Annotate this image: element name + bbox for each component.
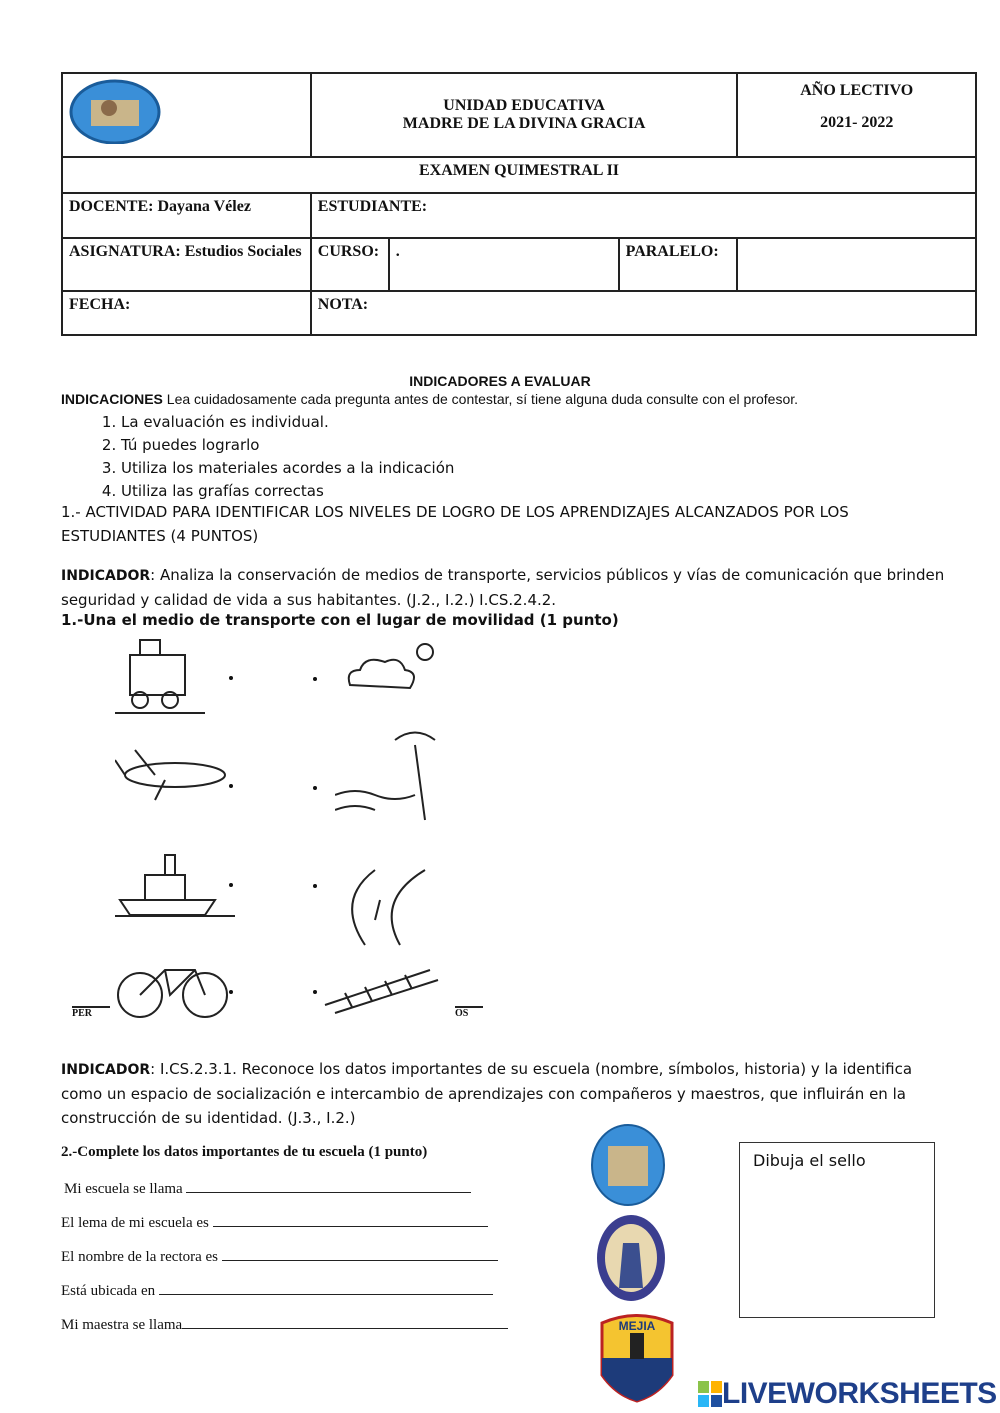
question-1: 1.-Una el medio de transporte con el lugar de movilidad (1 punto) [61, 611, 619, 629]
cutoff-text-left: PER [72, 1006, 110, 1019]
fecha-field[interactable]: FECHA: [62, 291, 311, 335]
indicator-label: INDICADOR [61, 568, 151, 584]
match-dot[interactable] [313, 786, 317, 790]
fill-item [61, 1246, 498, 1266]
paralelo-value[interactable] [737, 238, 976, 291]
airplane-image [115, 745, 235, 805]
stamp-box-label: Dibuja el sello [753, 1151, 866, 1170]
match-dot[interactable] [229, 676, 233, 680]
fill-blank[interactable] [186, 1178, 471, 1193]
year-cell [737, 73, 976, 157]
fill-blank[interactable] [159, 1280, 493, 1295]
docente-field: DOCENTE: Dayana Vélez [62, 193, 311, 238]
curso-value[interactable]: . [389, 238, 619, 291]
rule-item: 4. Utiliza las grafías correctas [121, 480, 454, 503]
instructions [61, 391, 798, 407]
fill-blank[interactable] [213, 1212, 488, 1227]
indicator-1 [61, 563, 951, 612]
curso-label: CURSO: [311, 238, 389, 291]
school-logo-1 [590, 1124, 666, 1206]
sea-image [335, 725, 440, 825]
year-value: 2021- 2022 [820, 114, 894, 131]
instructions-text: Lea cuidadosamente cada pregunta antes de contestar, sí tiene alguna duda consulte con el profesor. [162, 391, 799, 407]
fill-label: Mi maestra se llama [61, 1317, 183, 1333]
fill-item [64, 1178, 471, 1198]
bicycle-image [115, 955, 230, 1025]
indicator-text: : I.CS.2.3.1. Reconoce los datos importantes de su escuela (nombre, símbolos, historia) y la identifica como un espacio de socialización e intercambio de aprendizajes con compañeros y maestros, que influirán en la construcción de su identidad. (J.3., I.2.) [61, 1060, 913, 1127]
question-2: 2.-Complete los datos importantes de tu escuela (1 punto) [61, 1144, 428, 1160]
fill-item [61, 1280, 493, 1300]
school-name-line2: MADRE DE LA DIVINA GRACIA [402, 115, 646, 132]
fill-label: Está ubicada en [61, 1283, 156, 1299]
school-logo-2 [595, 1213, 667, 1303]
match-dot[interactable] [229, 883, 233, 887]
fill-item [61, 1212, 488, 1232]
indicator-2 [61, 1057, 951, 1130]
ship-image [115, 850, 235, 920]
mejia-logo [598, 1313, 676, 1403]
liveworksheets-watermark [698, 1377, 997, 1411]
fill-blank[interactable] [182, 1314, 508, 1329]
year-label: AÑO LECTIVO [800, 82, 914, 99]
match-dot[interactable] [229, 784, 233, 788]
road-image [335, 850, 435, 950]
match-dot[interactable] [229, 990, 233, 994]
mejia-logo-text: MEJIA [618, 1319, 656, 1333]
rule-item: 3. Utiliza los materiales acordes a la indicación [121, 457, 454, 480]
fill-item [61, 1314, 508, 1334]
fill-label: Mi escuela se llama [64, 1181, 183, 1197]
cutoff-text-right: OS [455, 1006, 483, 1019]
school-logo [69, 78, 161, 144]
sky-image [340, 640, 440, 700]
rule-item: 2. Tú puedes lograrlo [121, 434, 454, 457]
match-dot[interactable] [313, 884, 317, 888]
indicator-label: INDICADOR [61, 1062, 151, 1078]
asignatura-field: ASIGNATURA: Estudios Sociales [62, 238, 311, 291]
match-dot[interactable] [313, 677, 317, 681]
fill-blank[interactable] [222, 1246, 498, 1261]
nota-field[interactable]: NOTA: [311, 291, 976, 335]
activity-1-heading: 1.- ACTIVIDAD PARA IDENTIFICAR LOS NIVELES DE LOGRO DE LOS APRENDIZAJES ALCANZADOS POR LOS ESTUDIANTES (4 PUNTOS) [61, 503, 849, 545]
fill-label: El lema de mi escuela es [61, 1215, 209, 1231]
logo-cell [62, 73, 311, 157]
watermark-text: LIVEWORKSHEETS [722, 1377, 997, 1410]
railway-image [320, 965, 440, 1015]
header-table [61, 72, 977, 336]
school-name-line1: UNIDAD EDUCATIVA [443, 97, 605, 114]
liveworksheets-logo-icon [698, 1381, 722, 1407]
rule-item: 1. La evaluación es individual. [121, 411, 454, 434]
exam-title: EXAMEN QUIMESTRAL II [62, 157, 976, 193]
indicator-text: : Analiza la conservación de medios de transporte, servicios públicos y vías de comunicación que brinden seguridad y calidad de vida a sus habitantes. (J.2., I.2.) I.CS.2.4.2. [61, 566, 945, 609]
rules-list [61, 411, 454, 503]
instructions-label: INDICACIONES [61, 391, 163, 407]
indicators-title: INDICADORES A EVALUAR [409, 373, 591, 389]
stamp-drawing-box[interactable] [739, 1142, 935, 1318]
paralelo-label: PARALELO: [619, 238, 738, 291]
fill-label: El nombre de la rectora es [61, 1249, 219, 1265]
match-dot[interactable] [313, 990, 317, 994]
train-image [115, 635, 205, 720]
school-name-cell [311, 73, 738, 157]
estudiante-field[interactable]: ESTUDIANTE: [311, 193, 976, 238]
